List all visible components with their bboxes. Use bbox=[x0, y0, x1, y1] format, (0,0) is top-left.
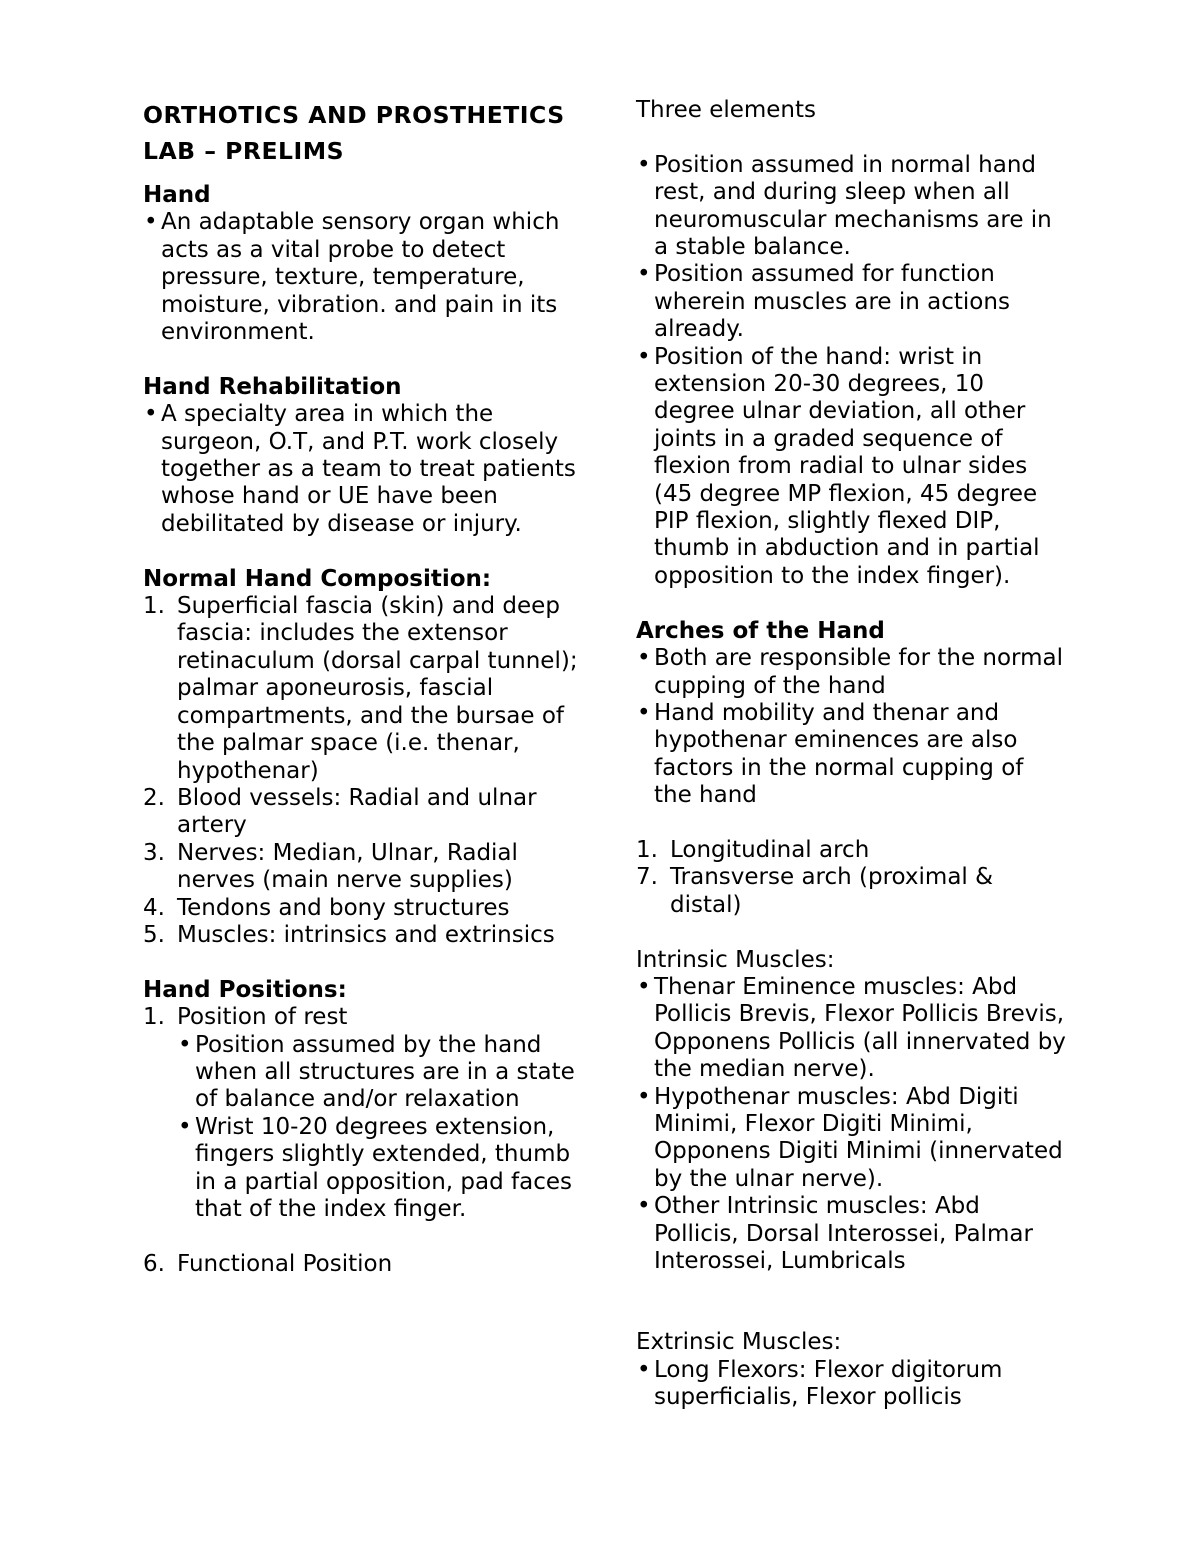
list-item bbox=[143, 1004, 583, 1223]
list-item: • Position assumed by the hand when all structures are in a state of balance and/or relaxation bbox=[177, 1032, 583, 1114]
extrinsic-list bbox=[636, 1357, 1066, 1412]
list-item bbox=[143, 1251, 583, 1278]
arches-numbered-list bbox=[636, 837, 1066, 919]
list-item bbox=[636, 864, 1066, 919]
list-item bbox=[636, 837, 1066, 864]
item-text: Muscles: intrinsics and extrinsics bbox=[177, 921, 555, 948]
item-number: 4. bbox=[143, 894, 165, 921]
item-number: 1. bbox=[143, 593, 165, 620]
item-number: 1. bbox=[143, 1004, 165, 1031]
item-text: Blood vessels: Radial and ulnar artery bbox=[177, 784, 537, 839]
composition-heading: Normal Hand Composition: bbox=[143, 565, 492, 592]
list-item: • Hypothenar muscles: Abd Digiti Minimi, Flexor Digiti Minimi, Opponens Digiti Minimi (innervated by the ulnar nerve). bbox=[636, 1084, 1066, 1194]
hand-heading: Hand bbox=[143, 182, 211, 208]
composition-list bbox=[143, 593, 583, 949]
positions-heading: Hand Positions: bbox=[143, 976, 347, 1003]
extrinsic-heading: Extrinsic Muscles: bbox=[636, 1329, 842, 1356]
item-text: Position of rest bbox=[177, 1004, 348, 1031]
item-text: Transverse arch (proximal & distal) bbox=[670, 864, 994, 918]
hand-list bbox=[143, 209, 583, 346]
right-column bbox=[636, 97, 1066, 1412]
positions-list-continued bbox=[143, 1251, 583, 1278]
rehab-heading: Hand Rehabilitation bbox=[143, 373, 402, 400]
list-item: • Wrist 10-20 degrees extension, fingers slightly extended, thumb in a partial opposition, pad faces that of the index finger. bbox=[177, 1114, 583, 1224]
list-item: • Position assumed for function wherein muscles are in actions already. bbox=[636, 261, 1066, 343]
item-text: Tendons and bony structures bbox=[177, 894, 510, 921]
item-number: 2. bbox=[143, 784, 165, 811]
left-column bbox=[143, 97, 583, 1278]
item-text: Nerves: Median, Ulnar, Radial nerves (main nerve supplies) bbox=[177, 839, 518, 894]
rest-sublist bbox=[177, 1032, 583, 1224]
list-item: • Position of the hand: wrist in extension 20-30 degrees, 10 degree ulnar deviation, all other joints in a graded sequence of flexion from radial to ulnar sides (45 degree MP flexion, 45 degree PIP flexion, slightly flexed DIP, thumb in abduction and in partial opposition to the index finger). bbox=[636, 344, 1066, 591]
three-elements-list bbox=[636, 152, 1066, 591]
arches-list bbox=[636, 645, 1066, 809]
three-elements-heading: Three elements bbox=[636, 97, 817, 123]
list-item: • Long Flexors: Flexor digitorum superficialis, Flexor pollicis bbox=[636, 1357, 1066, 1412]
item-number: 6. bbox=[143, 1250, 165, 1277]
rehab-list bbox=[143, 401, 583, 538]
item-number: 5. bbox=[143, 921, 165, 948]
list-item: • Position assumed in normal hand rest, and during sleep when all neuromuscular mechanisms are in a stable balance. bbox=[636, 152, 1066, 262]
item-number: 1. bbox=[636, 836, 658, 863]
list-item: • Thenar Eminence muscles: Abd Pollicis Brevis, Flexor Pollicis Brevis, Opponens Pollicis (all innervated by the median nerve). bbox=[636, 974, 1066, 1084]
item-number: 7. bbox=[636, 864, 658, 891]
list-item: • Other Intrinsic muscles: Abd Pollicis, Dorsal Interossei, Palmar Interossei, Lumbricals bbox=[636, 1193, 1066, 1275]
list-item bbox=[143, 895, 583, 922]
item-text: Superficial fascia (skin) and deep fascia: includes the extensor retinaculum (dorsal carpal tunnel); palmar aponeurosis, fascial compartments, and the bursae of the palmar space (i.e. thenar, hypothenar) bbox=[177, 593, 578, 784]
list-item: • Both are responsible for the normal cupping of the hand bbox=[636, 645, 1066, 700]
positions-list bbox=[143, 1004, 583, 1223]
document-title: ORTHOTICS AND PROSTHETICS LAB – PRELIMS bbox=[143, 101, 565, 165]
arches-heading: Arches of the Hand bbox=[636, 617, 885, 644]
item-text: Functional Position bbox=[177, 1250, 393, 1277]
list-item bbox=[143, 922, 583, 949]
list-item bbox=[143, 593, 583, 785]
list-item: • An adaptable sensory organ which acts as a vital probe to detect pressure, texture, temperature, moisture, vibration. and pain in its environment. bbox=[143, 209, 583, 346]
list-item bbox=[143, 840, 583, 895]
item-number: 3. bbox=[143, 839, 165, 866]
list-item: • A specialty area in which the surgeon, O.T, and P.T. work closely together as a team to treat patients whose hand or UE have been debilitated by disease or injury. bbox=[143, 401, 583, 538]
list-item: • Hand mobility and thenar and hypothenar eminences are also factors in the normal cupping of the hand bbox=[636, 700, 1066, 810]
list-item bbox=[143, 785, 583, 840]
intrinsic-heading: Intrinsic Muscles: bbox=[636, 946, 835, 973]
intrinsic-list bbox=[636, 974, 1066, 1275]
item-text: Longitudinal arch bbox=[670, 836, 870, 863]
